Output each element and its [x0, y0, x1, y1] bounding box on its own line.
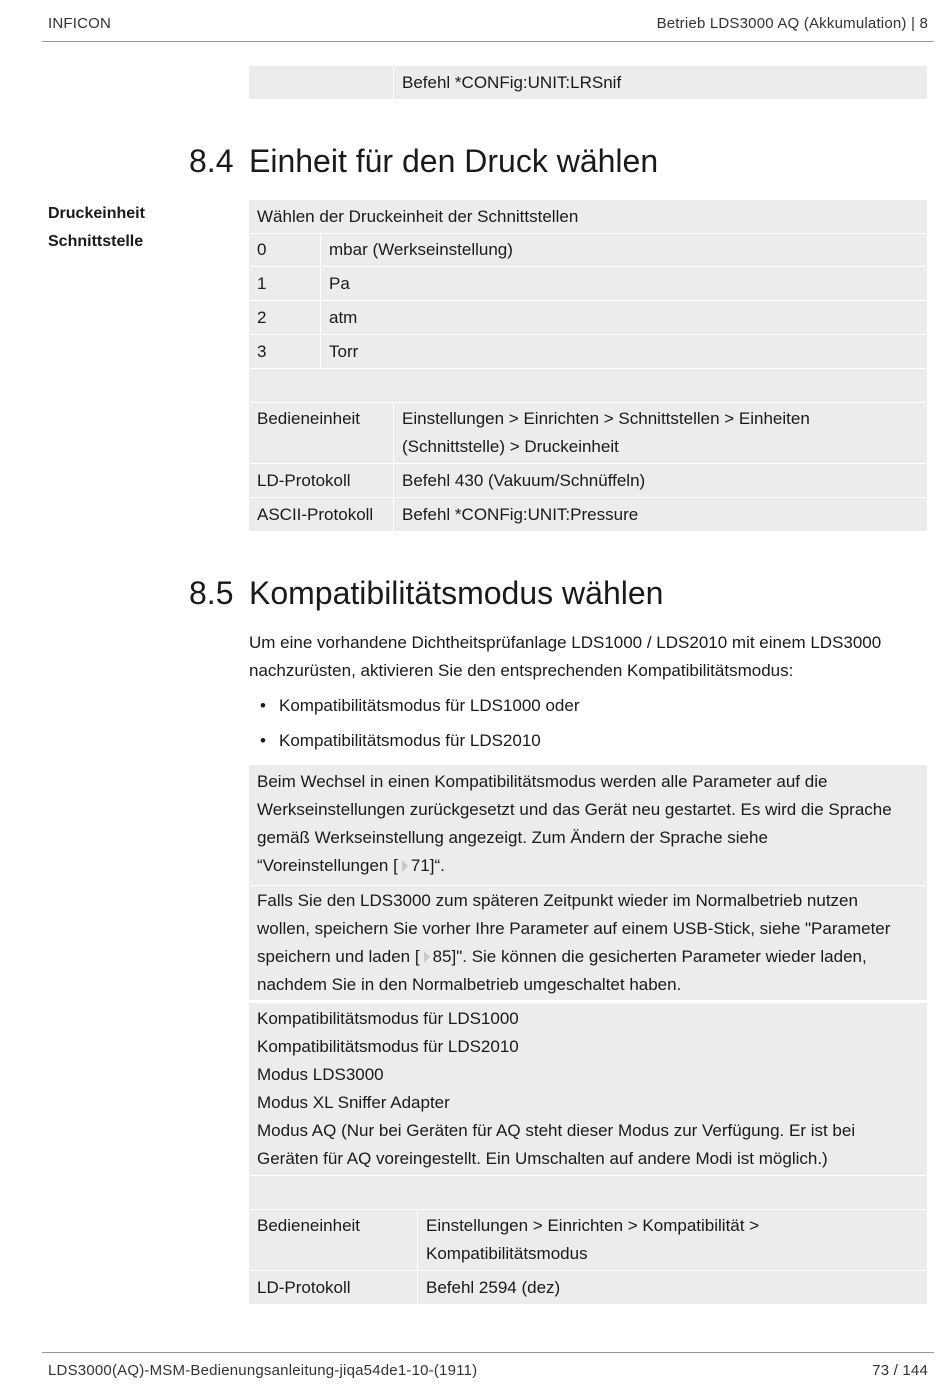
option-value: Torr: [321, 335, 927, 368]
note-text: ]“.: [429, 856, 445, 875]
access-label-ascii-protokoll: ASCII-Protokoll: [249, 498, 393, 531]
table-spacer-row: [249, 1176, 927, 1209]
option-key: 2: [249, 301, 320, 334]
access-value-line: Kompatibilitätsmodus: [426, 1244, 588, 1263]
option-value: atm: [321, 301, 927, 334]
page-ref-link[interactable]: 85: [432, 947, 452, 966]
section-8-5-number: 8.5: [189, 575, 234, 611]
bullet-icon: •: [260, 731, 266, 750]
top-table-label-cell: [249, 66, 393, 99]
access-value-ascii-protokoll: Befehl *CONFig:UNIT:Pressure: [394, 498, 927, 531]
page-ref-arrow-icon: [424, 951, 430, 963]
option-value: mbar (Werkseinstellung): [321, 234, 927, 266]
note-text: “Voreinstellungen [: [257, 856, 398, 875]
header-chapter: Betrieb LDS3000 AQ (Akkumulation) | 8: [656, 15, 928, 32]
option-key: 1: [249, 267, 320, 300]
access-value-ld-protokoll: Befehl 2594 (dez): [418, 1271, 927, 1304]
bullet-item: Kompatibilitätsmodus für LDS2010: [279, 731, 541, 750]
access-value-bedieneinheit: [418, 1210, 927, 1270]
note-text: ]". Sie können die gesicherten Parameter wieder laden,: [451, 947, 867, 966]
side-label-schnittstelle: Schnittstelle: [48, 233, 144, 250]
section-8-5-title: Kompatibilitätsmodus wählen: [249, 575, 664, 611]
intro-line: nachzurüsten, aktivieren Sie den entsprechenden Kompatibilitätsmodus:: [249, 661, 794, 680]
note-line: gemäß Werkseinstellung angezeigt. Zum Ändern der Sprache siehe: [257, 828, 768, 847]
note-line: wollen, speichern Sie vorher Ihre Parameter auf einem USB-Stick, siehe "Parameter: [257, 919, 891, 938]
access-label-ld-protokoll: LD-Protokoll: [249, 464, 393, 497]
side-label-druckeinheit: Druckeinheit: [48, 205, 145, 222]
mode-item: Kompatibilitätsmodus für LDS2010: [257, 1037, 519, 1056]
note-text: speichern und laden [: [257, 947, 420, 966]
intro-paragraph: [249, 629, 929, 685]
access-label-bedieneinheit: Bedieneinheit: [249, 403, 393, 463]
option-value: Pa: [321, 267, 927, 300]
table-spacer-row: [249, 369, 927, 402]
bullet-item: Kompatibilitätsmodus für LDS1000 oder: [279, 696, 580, 715]
access-value-line: (Schnittstelle) > Druckeinheit: [402, 437, 619, 456]
section-8-4-number: 8.4: [189, 143, 234, 179]
mode-item: Modus AQ (Nur bei Geräten für AQ steht dieser Modus zur Verfügung. Er ist bei: [257, 1121, 856, 1140]
note-line: [257, 943, 919, 971]
mode-item: Kompatibilitätsmodus für LDS1000: [257, 1009, 519, 1028]
intro-line: Um eine vorhandene Dichtheitsprüfanlage LDS1000 / LDS2010 mit einem LDS3000: [249, 633, 882, 652]
mode-item: Modus LDS3000: [257, 1065, 384, 1084]
note-line: [257, 852, 919, 880]
access-value-line: Einstellungen > Einrichten > Schnittstellen > Einheiten: [402, 409, 810, 428]
mode-item: Geräten für AQ voreingestellt. Ein Umschalten auf andere Modi ist möglich.): [257, 1149, 828, 1168]
access-label-bedieneinheit: Bedieneinheit: [249, 1210, 417, 1270]
note-line: Beim Wechsel in einen Kompatibilitätsmodus werden alle Parameter auf die: [257, 772, 828, 791]
header-rule: [42, 41, 934, 42]
bullet-icon: •: [260, 696, 266, 715]
top-table-command: Befehl *CONFig:UNIT:LRSnif: [394, 66, 927, 99]
footer-rule: [42, 1352, 934, 1353]
mode-list: [249, 1003, 927, 1175]
access-value-line: Einstellungen > Einrichten > Kompatibilität >: [426, 1216, 760, 1235]
page-ref-arrow-icon: [402, 860, 408, 872]
header-brand: INFICON: [48, 15, 112, 32]
note-line: Falls Sie den LDS3000 zum späteren Zeitpunkt wieder im Normalbetrieb nutzen: [257, 891, 858, 910]
footer-page-number: 73 / 144: [872, 1362, 928, 1379]
page-ref-link[interactable]: 71: [410, 856, 430, 875]
access-label-ld-protokoll: LD-Protokoll: [249, 1271, 417, 1304]
access-value-bedieneinheit: [394, 403, 927, 463]
section-8-4-title: Einheit für den Druck wählen: [249, 143, 659, 179]
option-key: 3: [249, 335, 320, 368]
mode-item: Modus XL Sniffer Adapter: [257, 1093, 450, 1112]
access-value-ld-protokoll: Befehl 430 (Vakuum/Schnüffeln): [394, 464, 927, 497]
option-key: 0: [249, 234, 320, 266]
footer-document-id: LDS3000(AQ)-MSM-Bedienungsanleitung-jiqa54de1-10-(1911): [48, 1362, 478, 1379]
note-parameter-backup: [249, 886, 927, 1000]
note-line: Werkseinstellungen zurückgesetzt und das Gerät neu gestartet. Es wird die Sprache: [257, 800, 892, 819]
note-line: nachdem Sie in den Normalbetrieb umgeschaltet haben.: [257, 975, 682, 994]
note-language-reset: [249, 765, 927, 885]
pressure-intro: Wählen der Druckeinheit der Schnittstellen: [249, 200, 927, 233]
